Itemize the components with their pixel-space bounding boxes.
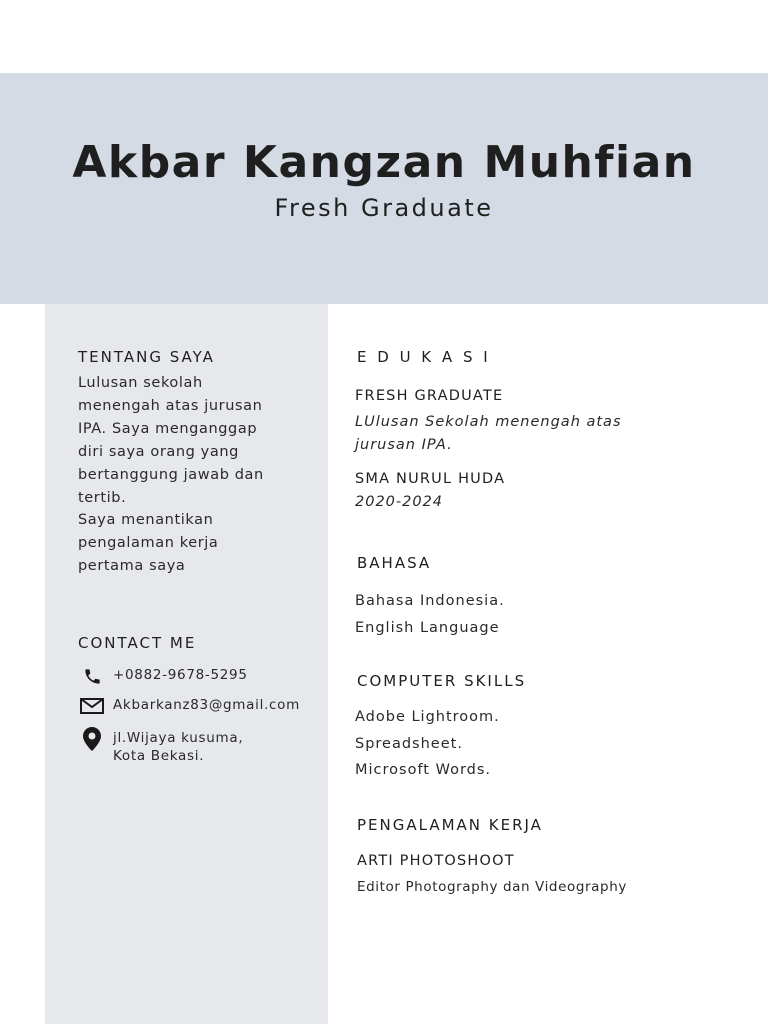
address-line: jl.Wijaya kusuma,: [113, 730, 244, 746]
phone-number: +0882-9678-5295: [113, 667, 248, 683]
contact-phone-row: [80, 666, 248, 686]
experience-title: PENGALAMAN KERJA: [357, 816, 543, 834]
language-title: BAHASA: [357, 554, 432, 572]
about-line: pertama saya: [78, 558, 186, 575]
skill-item: Spreadsheet.: [355, 735, 463, 752]
education-title: E D U K A S I: [357, 348, 491, 366]
about-line: Lulusan sekolah: [78, 375, 203, 391]
education-school-name: SMA NURUL HUDA: [355, 471, 506, 487]
education-item-desc: jurusan IPA.: [355, 437, 453, 453]
phone-icon: [80, 666, 104, 686]
about-line: menengah atas jurusan: [78, 397, 263, 414]
language-list: [355, 588, 505, 641]
language-item: Bahasa Indonesia.: [355, 593, 505, 609]
contact-address-row: [80, 727, 243, 765]
location-pin-icon: [80, 727, 104, 751]
skills-list: [355, 704, 500, 784]
education-years: 2020-2024: [355, 494, 444, 510]
about-title: TENTANG SAYA: [78, 348, 215, 366]
person-name: Akbar Kangzan Muhfian: [72, 137, 696, 188]
about-line: pengalaman kerja: [78, 535, 219, 552]
address-line: Kota Bekasi.: [113, 748, 205, 764]
about-text: [78, 372, 308, 578]
about-line: IPA. Saya menganggap: [78, 420, 258, 437]
contact-title: CONTACT ME: [78, 634, 197, 652]
email-address: Akbarkanz83@gmail.com: [113, 697, 300, 713]
envelope-icon: [80, 696, 104, 716]
skill-item: Adobe Lightroom.: [355, 709, 500, 725]
about-line: diri saya orang yang: [78, 443, 239, 460]
education-item-desc: LUlusan Sekolah menengah atas: [355, 414, 622, 430]
contact-email-row: [80, 696, 300, 716]
skills-title: COMPUTER SKILLS: [357, 672, 527, 690]
education-item-title: FRESH GRADUATE: [355, 388, 504, 404]
skill-item: Microsoft Words.: [355, 762, 492, 778]
address: [113, 727, 243, 765]
about-line: tertib.: [78, 489, 127, 506]
experience-company: ARTI PHOTOSHOOT: [357, 853, 515, 869]
about-line: Saya menantikan: [78, 512, 214, 529]
experience-position: Editor Photography dan Videography: [357, 879, 627, 895]
about-line: bertanggung jawab dan: [78, 466, 264, 483]
language-item: English Language: [355, 619, 500, 636]
person-role: Fresh Graduate: [274, 194, 494, 222]
